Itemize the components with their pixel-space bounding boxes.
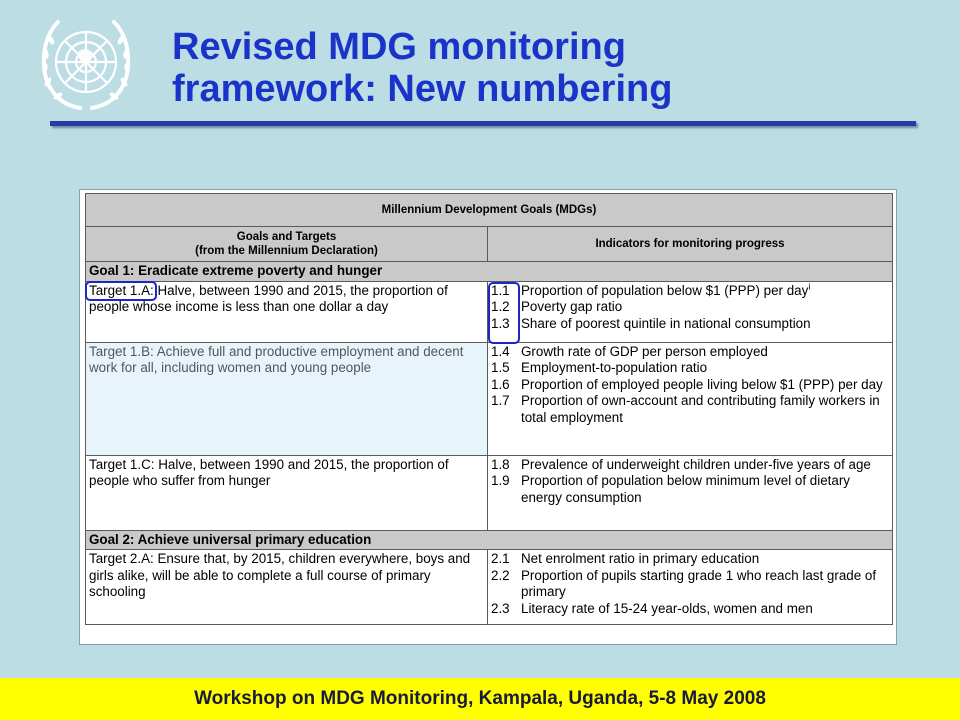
indicator-text: Share of poorest quintile in national consumption — [521, 315, 811, 331]
target-1c-text: Halve, between 1990 and 2015, the proportion of people who suffer from hunger — [89, 456, 449, 488]
target-label-highlight — [85, 281, 157, 301]
indicator-text: Net enrolment ratio in primary education — [521, 551, 760, 566]
indicator-1-4 — [491, 344, 889, 361]
indicator-1-5 — [491, 360, 889, 377]
target-1c-label: Target 1.C: — [89, 456, 155, 472]
indicator-1-9 — [491, 473, 889, 506]
goal-2-row: Goal 2: Achieve universal primary education — [86, 530, 893, 550]
indicator-text: Poverty gap ratio — [521, 299, 623, 314]
mdg-table — [85, 193, 893, 625]
target-1b-text: Achieve full and productive employment and decent work for all, including women and young people — [89, 343, 464, 375]
target-1c-indicators — [488, 455, 893, 530]
indicator-number: 1.5 — [491, 360, 510, 375]
target-1b-label: Target 1.B: — [89, 343, 154, 359]
footer-text: Workshop on MDG Monitoring, Kampala, Uganda, 5-8 May 2008 — [194, 688, 766, 709]
indicator-text: Proportion of pupils starting grade 1 who reach last grade of primary — [521, 567, 877, 599]
target-1a-label-wrap — [89, 283, 154, 298]
footer-bar — [0, 678, 960, 720]
indicator-number: 1.7 — [491, 393, 510, 408]
indicator-text: Growth rate of GDP per person employed — [521, 343, 768, 359]
mdg-table-image — [80, 190, 896, 644]
indicator-number-highlight — [488, 282, 520, 344]
indicator-2-1 — [491, 551, 889, 568]
indicator-number: 1.8 — [491, 456, 510, 472]
target-1a-cell — [86, 281, 488, 342]
target-2a-label: Target 2.A: — [89, 551, 154, 566]
footnote-mark: i — [808, 281, 811, 292]
indicator-number: 1.9 — [491, 473, 510, 488]
indicator-number: 2.1 — [491, 551, 510, 566]
table-caption: Millennium Development Goals (MDGs) — [86, 194, 893, 227]
indicator-number: 1.4 — [491, 343, 510, 359]
indicator-2-2 — [491, 568, 889, 601]
target-1c-cell — [86, 455, 488, 530]
target-1b-indicators — [488, 342, 893, 455]
indicator-1-6 — [491, 377, 889, 394]
target-1a-text: Halve, between 1990 and 2015, the proportion of people whose income is less than one dollar a day — [89, 282, 448, 314]
target-1a-row — [86, 281, 893, 342]
title-underline — [50, 121, 916, 126]
indicator-text: Prevalence of underweight children under-five years of age — [521, 456, 871, 472]
target-1c-row — [86, 455, 893, 530]
slide-title-line-2: framework: New numbering — [172, 68, 673, 110]
un-emblem-icon — [34, 12, 138, 116]
target-1b-row — [86, 342, 893, 455]
indicator-1-2 — [491, 299, 889, 316]
indicator-1-7 — [491, 393, 889, 426]
col-header-goals-line1: Goals and Targets — [236, 231, 337, 243]
target-2a-row — [86, 550, 893, 625]
indicator-number: 1.2 — [491, 299, 510, 314]
goal-1-row: Goal 1: Eradicate extreme poverty and hunger — [86, 262, 893, 282]
indicator-number: 2.2 — [491, 567, 510, 583]
indicator-text: Proportion of population below minimum level of dietary energy consumption — [521, 473, 850, 505]
indicator-text: Employment-to-population ratio — [521, 360, 708, 375]
indicator-number: 1.3 — [491, 315, 510, 331]
target-1a-label: Target 1.A: — [89, 282, 154, 298]
indicator-number: 1.6 — [491, 376, 510, 392]
slide-title-line-1: Revised MDG monitoring — [172, 26, 626, 68]
indicator-1-8 — [491, 457, 889, 474]
target-2a-indicators — [488, 550, 893, 625]
target-2a-cell — [86, 550, 488, 625]
target-2a-text: Ensure that, by 2015, children everywhere, boys and girls alike, will be able to complete a full course of primary schooling — [89, 551, 471, 599]
target-1b-cell — [86, 342, 488, 455]
target-1a-indicators — [488, 281, 893, 342]
indicator-text-wrap — [521, 283, 889, 300]
indicator-2-3 — [491, 601, 889, 618]
col-header-indicators: Indicators for monitoring progress — [488, 227, 893, 262]
indicator-1-1 — [491, 283, 889, 300]
indicator-text: Literacy rate of 15-24 year-olds, women and men — [521, 600, 813, 616]
col-header-goals-line2: (from the Millennium Declaration) — [195, 245, 378, 257]
indicator-text: Proportion of own-account and contributing family workers in total employment — [521, 393, 880, 425]
col-header-goals — [86, 227, 488, 262]
slide-title — [172, 26, 672, 110]
indicator-text: Proportion of employed people living below $1 (PPP) per day — [521, 376, 883, 392]
indicator-number: 1.1 — [491, 282, 510, 298]
indicator-1-3 — [491, 316, 889, 333]
indicator-text: Proportion of population below $1 (PPP) per day — [521, 282, 809, 298]
indicator-number: 2.3 — [491, 600, 510, 616]
